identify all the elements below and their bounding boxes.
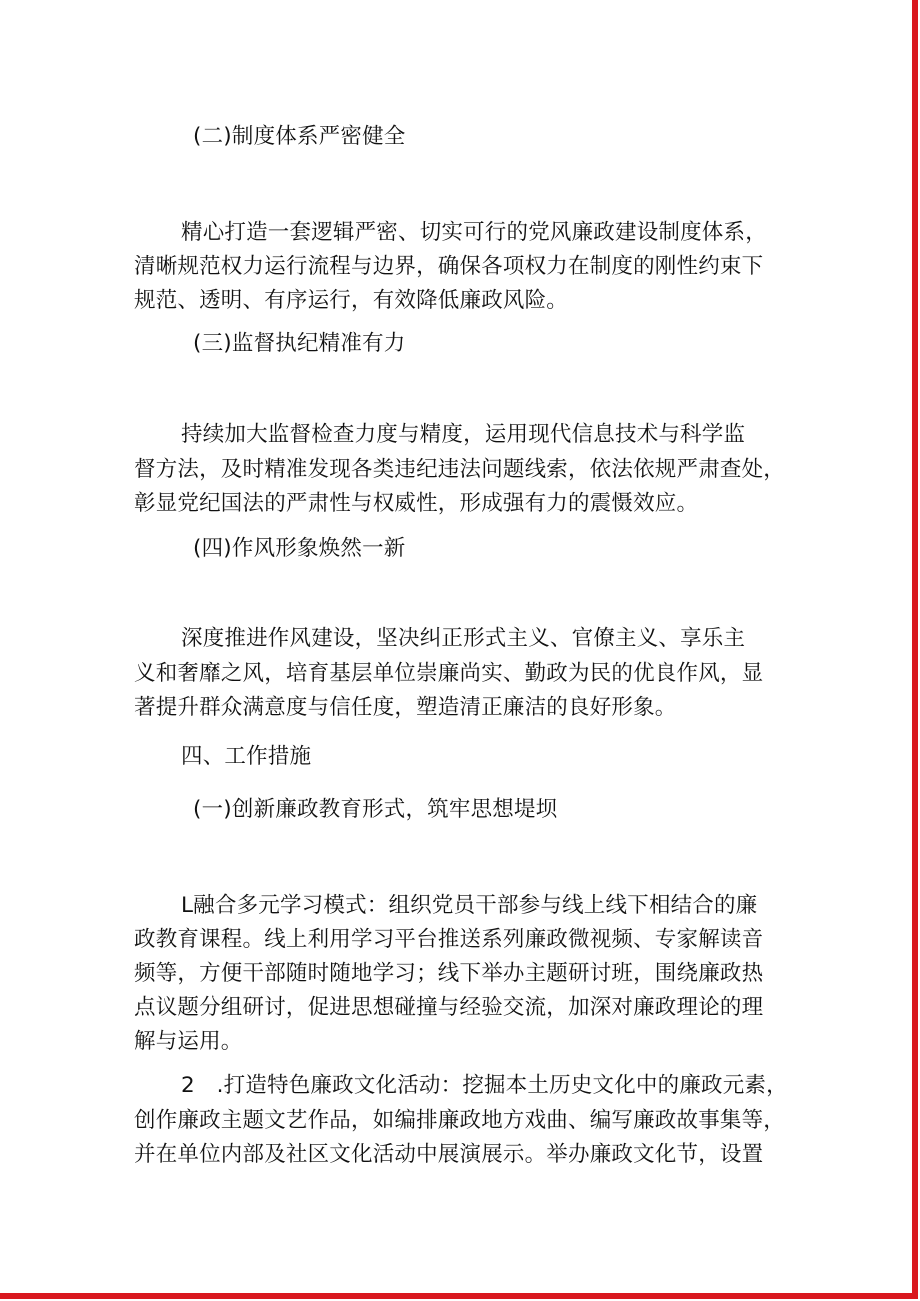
paragraph-line: 创作廉政主题文艺作品，如编排廉政地方戏曲、编写廉政故事集等， bbox=[134, 1108, 786, 1133]
paragraph-line: 清晰规范权力运行流程与边界，确保各项权力在制度的刚性约束下 bbox=[134, 254, 764, 279]
paragraph-line: 深度推进作风建设，坚决纠正形式主义、官僚主义、享乐主 bbox=[181, 626, 746, 651]
paragraph-line: 频等，方便干部随时随地学习；线下举办主题研讨班，围绕廉政热 bbox=[134, 961, 764, 986]
subheading-system: (二)制度体系严密健全 bbox=[193, 124, 406, 149]
paragraph-line: 政教育课程。线上利用学习平台推送系列廉政微视频、专家解读音 bbox=[134, 927, 764, 952]
paragraph-line: 彰显党纪国法的严肃性与权威性，形成强有力的震慑效应。 bbox=[134, 491, 699, 516]
paragraph-line: 义和奢靡之风，培育基层单位崇廉尚实、勤政为民的优良作风，显 bbox=[134, 661, 764, 686]
paragraph-line: 并在单位内部及社区文化活动中展演展示。举办廉政文化节，设置 bbox=[134, 1142, 764, 1167]
paragraph-line: 精心打造一套逻辑严密、切实可行的党风廉政建设制度体系， bbox=[181, 220, 767, 245]
subheading-supervision: (三)监督执纪精准有力 bbox=[193, 331, 406, 356]
paragraph-line: 督方法，及时精准发现各类违纪违法问题线索，依法依规严肃查处， bbox=[134, 457, 786, 482]
paragraph-line: 解与运用。 bbox=[134, 1029, 243, 1054]
list-item-line: L融合多元学习模式：组织党员干部参与线上线下相结合的廉 bbox=[181, 893, 758, 918]
paragraph-line: 点议题分组研讨，促进思想碰撞与经验交流，加深对廉政理论的理 bbox=[134, 995, 764, 1020]
list-item-line: 2 .打造特色廉政文化活动：挖掘本土历史文化中的廉政元素， bbox=[181, 1073, 788, 1098]
paragraph-line: 著提升群众满意度与信任度，塑造清正廉洁的良好形象。 bbox=[134, 695, 677, 720]
subheading-style: (四)作风形象焕然一新 bbox=[193, 536, 406, 561]
section-heading: 四、工作措施 bbox=[181, 744, 312, 769]
paragraph-line: 规范、透明、有序运行，有效降低廉政风险。 bbox=[134, 288, 569, 313]
subheading-education: (一)创新廉政教育形式，筑牢思想堤坝 bbox=[193, 797, 558, 822]
paragraph-line: 持续加大监督检查力度与精度，运用现代信息技术与科学监 bbox=[181, 422, 746, 447]
